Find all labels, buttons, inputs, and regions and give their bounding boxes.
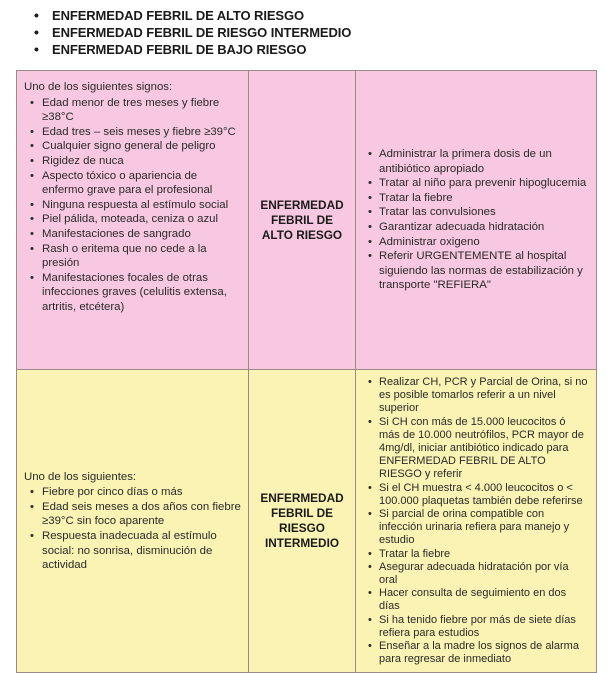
list-item: • Referir URGENTEMENTE al hospital siguiendo las normas de estabilización y transporte "REFIERA" <box>364 249 588 293</box>
heading-intermediate-risk: • ENFERMEDAD FEBRIL DE RIESGO INTERMEDIO <box>34 24 351 41</box>
list-item: • Tratar la fiebre <box>364 191 588 206</box>
list-item: • Asegurar adecuada hidratación por vía oral <box>364 561 588 587</box>
intermediate-risk-label: ENFERMEDAD FEBRIL DE RIESGO INTERMEDIO <box>260 491 344 551</box>
high-risk-signs-cell <box>17 71 249 370</box>
list-item: • Garantizar adecuada hidratación <box>364 220 588 235</box>
list-item: • Edad tres – seis meses y fiebre ≥39°C <box>24 125 242 140</box>
list-item: • Tratar las convulsiones <box>364 205 588 220</box>
high-risk-signs-list <box>24 96 242 315</box>
list-item: • Fiebre por cinco días o más <box>24 485 242 500</box>
risk-classification-table <box>16 70 597 673</box>
list-item: • Hacer consulta de seguimiento en dos días <box>364 587 588 613</box>
heading-high-risk: • ENFERMEDAD FEBRIL DE ALTO RIESGO <box>34 7 351 24</box>
list-item: • Si el CH muestra < 4.000 leucocitos o < 100.000 plaquetas también debe referirse <box>364 482 588 508</box>
list-item: • Manifestaciones de sangrado <box>24 227 242 242</box>
list-item: • Rigidez de nuca <box>24 154 242 169</box>
list-item: • Piel pálida, moteada, ceniza o azul <box>24 212 242 227</box>
high-risk-actions-list <box>364 147 588 293</box>
list-item: • Cualquier signo general de peligro <box>24 139 242 154</box>
intermediate-risk-label-cell <box>249 370 356 673</box>
list-item: • Administrar la primera dosis de un antibiótico apropiado <box>364 147 588 176</box>
list-item: • Si ha tenido fiebre por más de siete días refiera para estudios <box>364 614 588 640</box>
high-risk-label: ENFERMEDAD FEBRIL DE ALTO RIESGO <box>260 197 344 242</box>
heading-low-risk: • ENFERMEDAD FEBRIL DE BAJO RIESGO <box>34 41 351 58</box>
risk-category-list <box>34 7 351 58</box>
list-item: • Si CH con más de 15.000 leucocitos ó más de 10.000 neutrófilos, PCR mayor de 4mg/dl, iniciar antibiótico indicado para ENFERMEDAD FEBRIL DE ALTO RIESGO y referir <box>364 416 588 482</box>
list-item: • Si parcial de orina compatible con infección urinaria refiera para manejo y estudio <box>364 508 588 548</box>
intermediate-risk-actions-cell <box>356 370 597 673</box>
list-item: • Tratar al niño para prevenir hipoglucemia <box>364 176 588 191</box>
list-item: • Administrar oxigeno <box>364 235 588 250</box>
high-risk-intro: Uno de los siguientes signos: <box>24 81 173 93</box>
list-item: • Enseñar a la madre los signos de alarma para regresar de inmediato <box>364 640 588 666</box>
high-risk-actions-cell <box>356 71 597 370</box>
list-item: • Manifestaciones focales de otras infecciones graves (celulitis extensa, artritis, etcétera) <box>24 271 242 315</box>
list-item: • Edad menor de tres meses y fiebre ≥38°C <box>24 96 242 125</box>
high-risk-label-cell <box>249 71 356 370</box>
list-item: • Respuesta inadecuada al estímulo social: no sonrisa, disminución de actividad <box>24 529 242 573</box>
intermediate-risk-intro: Uno de los siguientes: <box>24 470 137 483</box>
list-item: • Tratar la fiebre <box>364 548 588 561</box>
list-item: • Edad seis meses a dos años con fiebre ≥39°C sin foco aparente <box>24 500 242 529</box>
intermediate-risk-actions-list <box>364 376 588 666</box>
intermediate-risk-signs-cell <box>17 370 249 673</box>
list-item: • Rash o eritema que no cede a la presión <box>24 242 242 271</box>
list-item: • Aspecto tóxico o apariencia de enfermo grave para el profesional <box>24 169 242 198</box>
list-item: • Ninguna respuesta al estímulo social <box>24 198 242 213</box>
intermediate-risk-signs-list <box>24 485 242 573</box>
row-intermediate-risk <box>17 370 597 673</box>
list-item: • Realizar CH, PCR y Parcial de Orina, si no es posible tomarlos referir a un nivel superior <box>364 376 588 416</box>
row-high-risk <box>17 71 597 370</box>
